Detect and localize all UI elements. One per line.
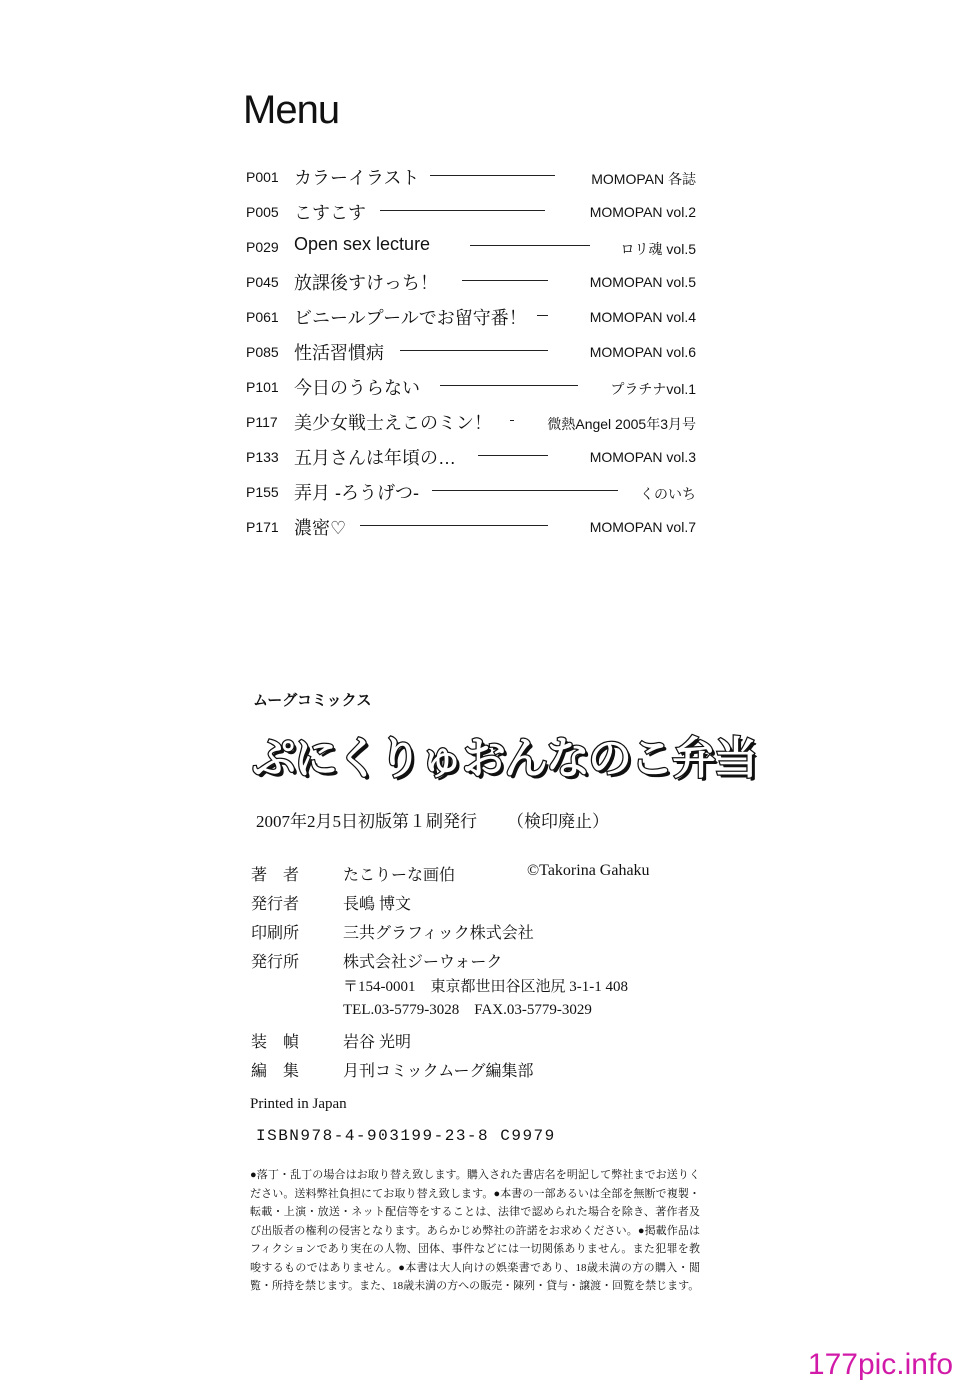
credit-value: 長嶋 博文 (343, 896, 412, 913)
watermark: 177pic.info (807, 1348, 953, 1381)
toc-story-title: こすこす (294, 203, 366, 223)
credit-value: 三共グラフィック株式会社 (343, 925, 534, 942)
toc-leader-line (430, 175, 555, 176)
credit-value: 月刊コミックムーグ編集部 (343, 1063, 534, 1080)
toc-page-number: P171 (246, 519, 279, 535)
menu-title: Menu (243, 88, 340, 132)
toc-leader-line (360, 525, 548, 526)
toc-leader-line (380, 210, 545, 211)
toc-story-title: 放課後すけっち！ (294, 273, 438, 293)
book-title-logo (252, 722, 756, 786)
toc-source: MOMOPAN vol.5 (589, 274, 696, 290)
toc-row (246, 303, 696, 338)
publication-date: 2007年2月5日初版第１刷発行 (256, 812, 477, 831)
toc-page-number: P005 (246, 204, 279, 220)
credit-value: たこりーな画伯 (343, 867, 456, 884)
credit-label: 装 幀 (251, 1034, 300, 1051)
toc-page-number: P045 (246, 274, 279, 290)
toc-row (246, 408, 696, 443)
toc-source: プラチナvol.1 (610, 381, 696, 397)
toc-story-title: 美少女戦士えこのミン！ (294, 413, 492, 433)
imprint-name: ムーグコミックス (253, 692, 372, 709)
credit-label: 印刷所 (251, 925, 300, 942)
legal-notice: ●落丁・乱丁の場合はお取り替え致します。購入された書店名を明記して弊社までお送りください。送料弊社負担にてお取り替え致します。●本書の一部あるいは全部を無断で複製・転載・上演・放送・ネット配信等をすることは、法律で認められた場合を除き、著作者及び出版者の権利の侵害となります。あらかじめ弊社の許諾をお求めください。●掲載作品はフィクションであり実在の人物、団体、事件などには一切関係ありません。また犯罪を教唆するものではありません。●本書は大人向けの娯楽書であり、18歳未満の方の購入・閲覧・所持を禁じます。また、18歳未満の方への販売・陳列・貸与・譲渡・回覧を禁じます。 (250, 1169, 700, 1292)
toc-source: くのいち (640, 486, 696, 502)
toc-source: MOMOPAN vol.7 (589, 519, 696, 535)
toc-source: MOMOPAN vol.3 (589, 449, 696, 465)
toc-story-title: ビニールプールでお留守番！ (294, 308, 527, 328)
toc-row (246, 478, 696, 513)
toc-page-number: P085 (246, 344, 279, 360)
publisher-phone-fax: TEL.03-5779-3028 FAX.03-5779-3029 (343, 1002, 592, 1018)
publisher-address: 〒154-0001 東京都世田谷区池尻 3-1-1 408 (343, 979, 628, 995)
toc-row (246, 233, 696, 268)
printed-in: Printed in Japan (250, 1096, 347, 1112)
toc-page-number: P101 (246, 379, 279, 395)
logo-text: ぷにくりゅおんなのこ弁当 (252, 733, 756, 784)
toc-page-number: P117 (246, 414, 278, 430)
toc-row (246, 443, 696, 478)
toc-leader-line (400, 350, 548, 351)
credit-label: 発行所 (251, 954, 300, 971)
toc-row (246, 373, 696, 408)
credit-label: 編 集 (251, 1063, 300, 1080)
toc-story-title: 今日のうらない (294, 378, 420, 398)
credit-value: 株式会社ジーウォーク (343, 954, 503, 971)
toc-source: ロリ魂 vol.5 (620, 241, 696, 257)
credit-label: 発行者 (251, 896, 300, 913)
toc-leader-line (432, 490, 618, 491)
toc-leader-line (478, 455, 548, 456)
toc-leader-line (510, 420, 514, 421)
credit-label: 著 者 (251, 867, 300, 884)
toc-page-number: P061 (246, 309, 279, 325)
toc-story-title: 弄月 -ろうげつ- (294, 483, 419, 503)
toc-source: MOMOPAN 各誌 (591, 171, 696, 187)
toc-row (246, 163, 696, 198)
toc-page-number: P029 (246, 239, 279, 255)
toc-source: 微熱Angel 2005年3月号 (547, 416, 696, 432)
toc-story-title: Open sex lecture (294, 234, 431, 254)
toc-page-number: P133 (246, 449, 279, 465)
toc-row (246, 513, 696, 548)
toc-page-number: P001 (246, 169, 279, 185)
toc-source: MOMOPAN vol.6 (589, 344, 696, 360)
isbn: ISBN978-4-903199-23-8 C9979 (256, 1127, 556, 1145)
table-of-contents (246, 163, 696, 548)
toc-story-title: カラーイラスト (294, 168, 420, 188)
toc-leader-line (537, 315, 548, 316)
toc-leader-line (462, 280, 548, 281)
toc-row (246, 268, 696, 303)
toc-row (246, 338, 696, 373)
toc-leader-line (470, 245, 590, 246)
toc-page-number: P155 (246, 484, 279, 500)
toc-story-title: 性活習慣病 (294, 343, 384, 363)
toc-source: MOMOPAN vol.2 (589, 204, 696, 220)
credit-value: 岩谷 光明 (343, 1034, 412, 1051)
toc-story-title: 五月さんは年頃の… (294, 448, 456, 468)
toc-row (246, 198, 696, 233)
copyright-notice: ©Takorina Gahaku (527, 862, 650, 879)
toc-leader-line (440, 385, 578, 386)
stamp-note: （検印廃止） (507, 812, 609, 831)
toc-story-title: 濃密♡ (294, 518, 347, 538)
toc-source: MOMOPAN vol.4 (589, 309, 696, 325)
publication-date-line (256, 807, 609, 832)
